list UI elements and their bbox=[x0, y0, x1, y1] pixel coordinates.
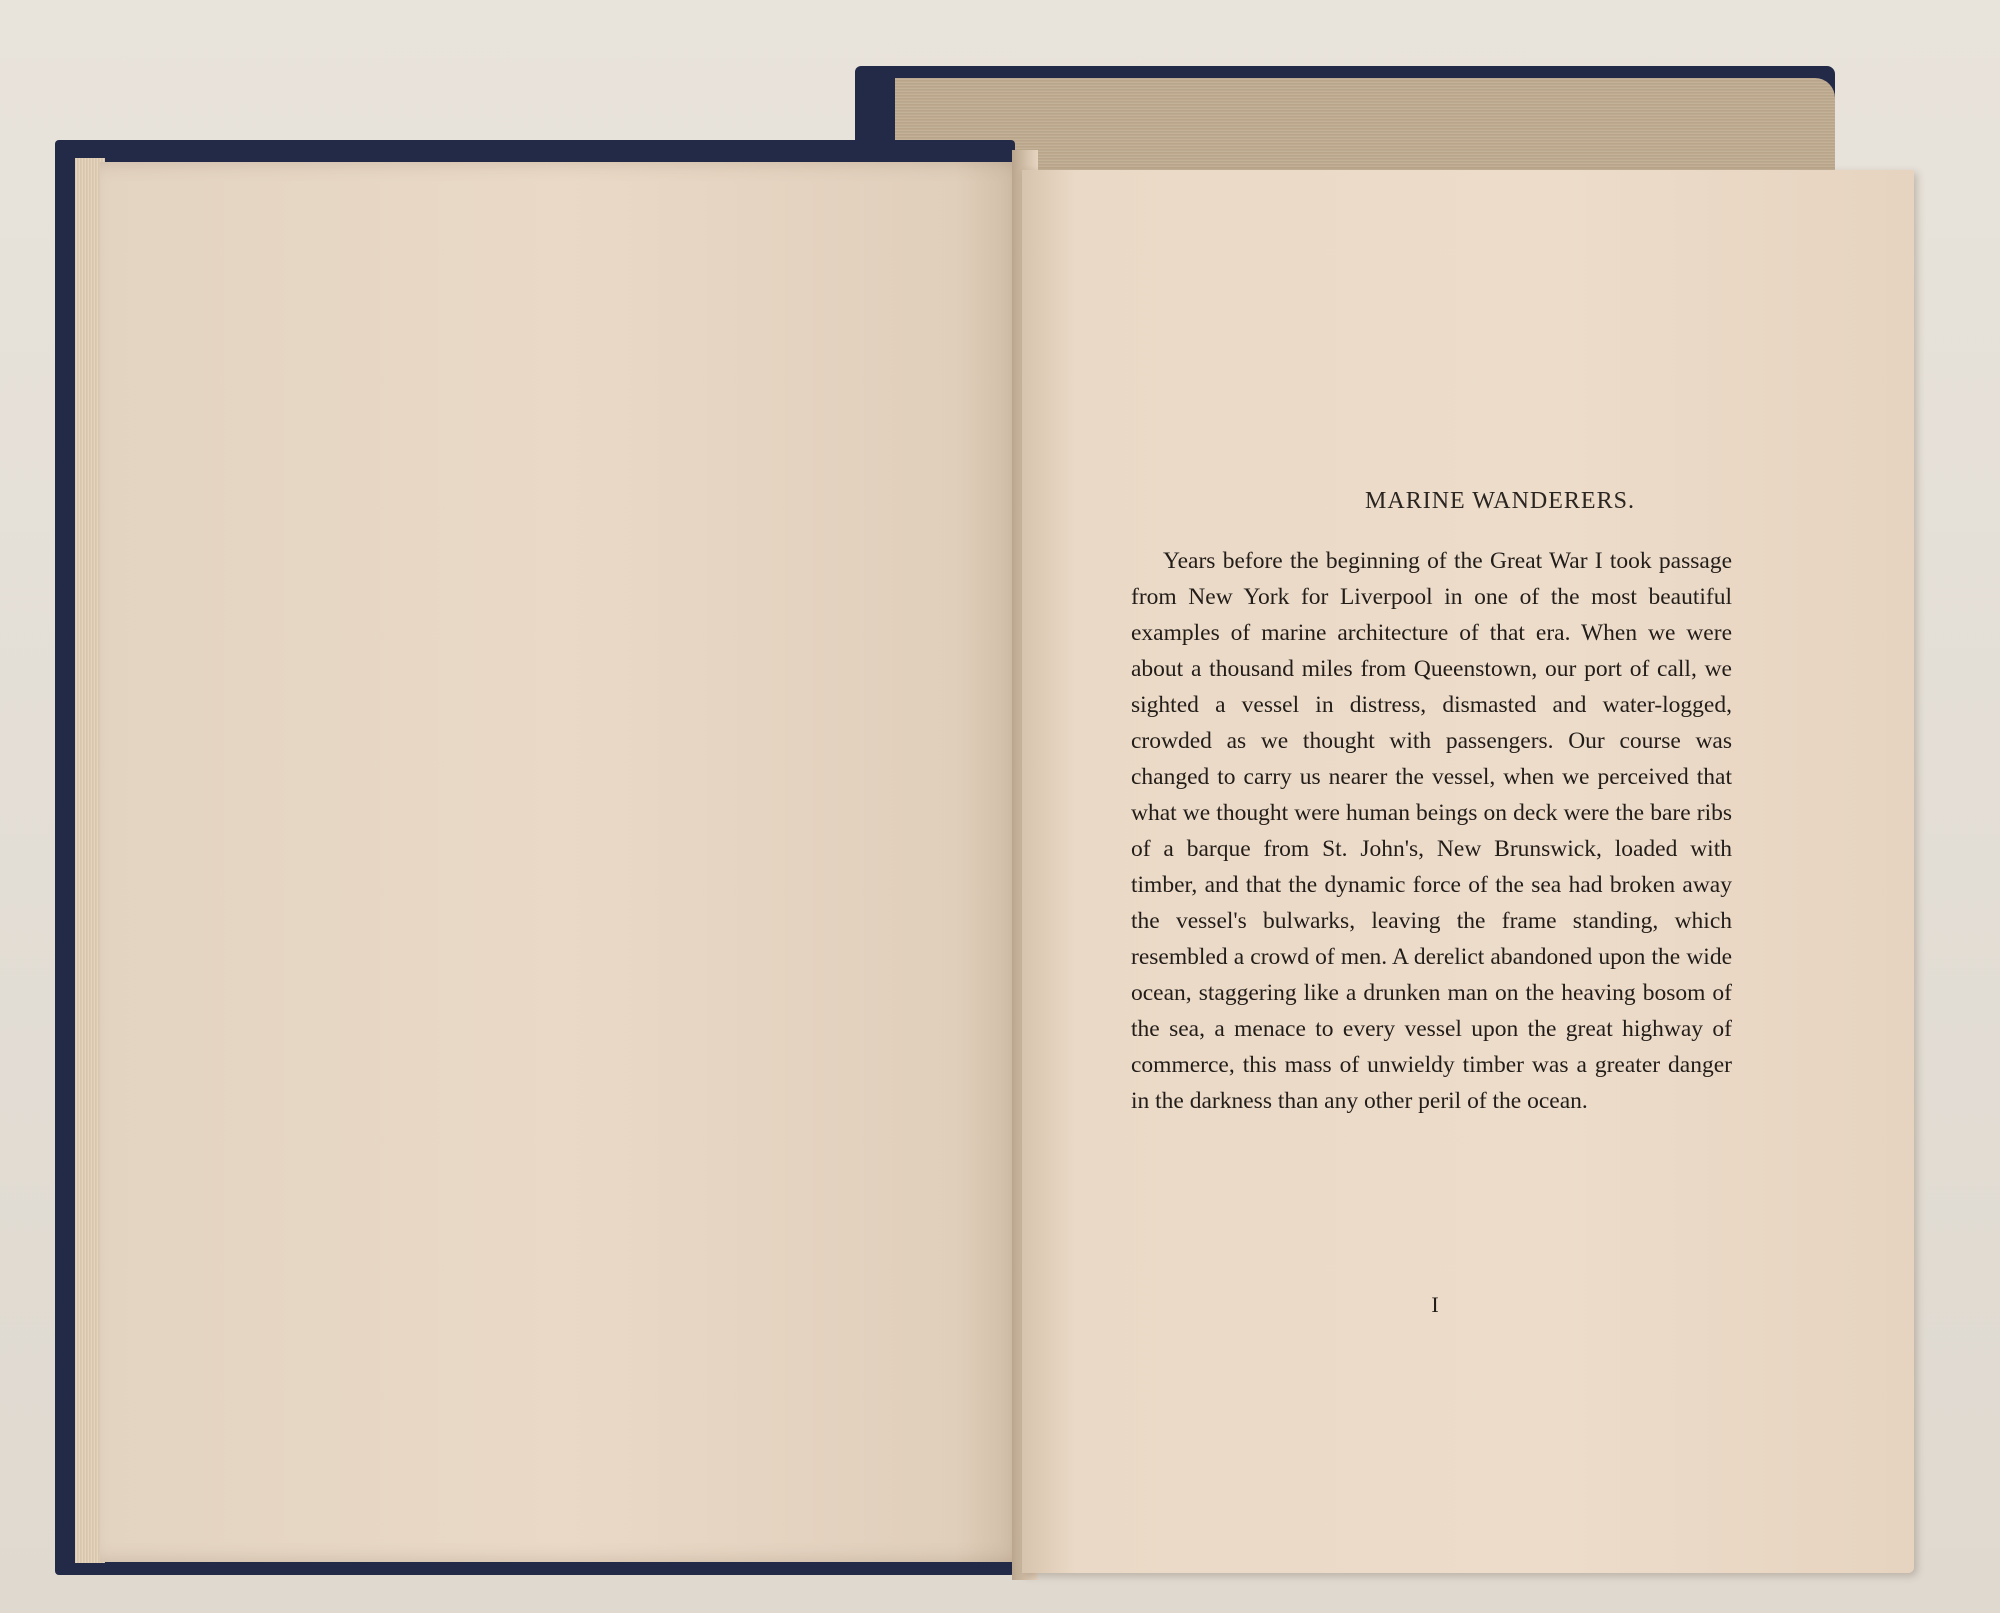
page-number: I bbox=[1431, 1292, 1439, 1317]
body-paragraph: Years before the beginning of the Great War I took passage from New York for Liverpool in one of the most beautiful examples of marine architecture of that era. When we were about a thousand miles from Queenstown, our port of call, we sighted a vessel in distress, dismasted and water-logged, crowded as we thought with passengers. Our course was changed to carry us nearer the vessel, when we perceived that what we thought were human beings on deck were the bare ribs of a barque from St. John's, New Brunswick, loaded with timber, and that the dynamic force of the sea had broken away the vessel's bulwarks, leaving the frame standing, which resembled a crowd of men. A derelict abandoned upon the wide ocean, staggering like a drunken man on the heaving bosom of the sea, a menace to every vessel upon the great highway of commerce, this mass of unwieldy timber was a greater danger in the darkness than any other peril of the ocean. bbox=[1131, 548, 1732, 1114]
left-page-blank bbox=[100, 162, 1030, 1562]
chapter-heading: MARINE WANDERERS. bbox=[1365, 488, 1635, 514]
body-text bbox=[1131, 543, 1732, 1119]
